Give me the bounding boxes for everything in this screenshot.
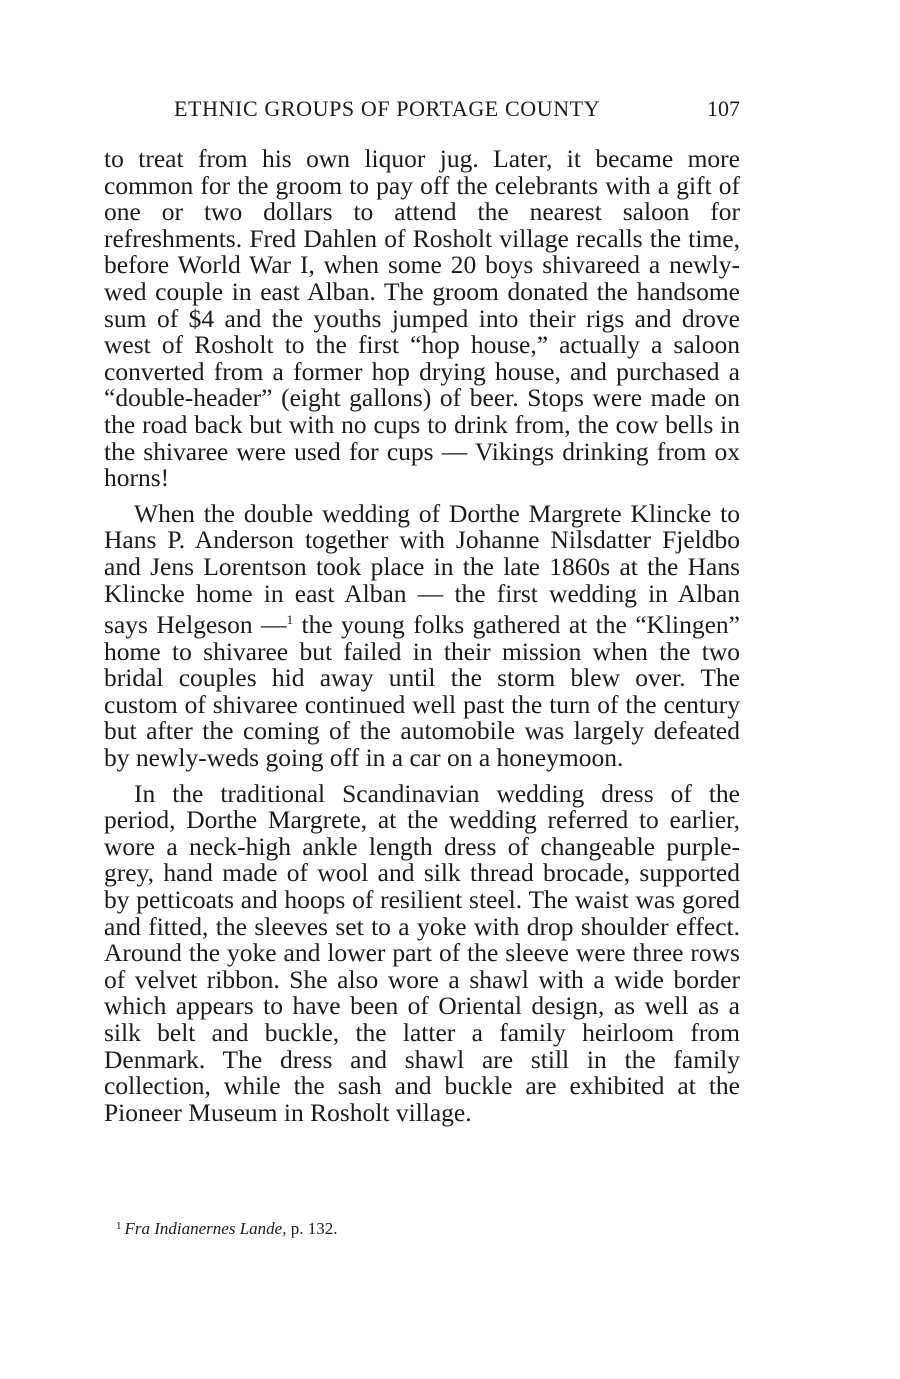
page-number: 107: [707, 96, 740, 121]
footnote: [116, 1215, 716, 1240]
paragraph-1: to treat from his own liquor jug. Later, it became more common for the groom to pay off the celebrants with a gift of one or two dollars to attend the nearest saloon for refreshments. Fred Dahlen of Rosholt village recalls the time, before World War I, when some 20 boys shivareed a newly-wed couple in east Alban. The groom donated the handsome sum of $4 and the youths jumped into their rigs and drove west of Rosholt to the first “hop house,” actually a saloon converted from a former hop drying house, and purchased a “double-header” (eight gallons) of beer. Stops were made on the road back but with no cups to drink from, the cow bells in the shivaree were used for cups — Vikings drinking from ox horns!: [104, 144, 740, 493]
footnote-reference: 1: [286, 612, 294, 628]
running-head-title: ETHNIC GROUPS OF PORTAGE COUNTY: [174, 96, 601, 121]
paragraph-3: In the traditional Scandinavian wedding dress of the period, Dorthe Margrete, at the wedding referred to earlier, wore a neck-high ankle length dress of changeable purple-grey, hand made of wool and silk thread brocade, supported by petticoats and hoops of resilient steel. The waist was gored and fitted, the sleeves set to a yoke with drop shoulder effect. Around the yoke and lower part of the sleeve were three rows of velvet ribbon. She also wore a shawl with a wide border which appears to have been of Oriental design, as well as a silk belt and buckle, the latter a family heirloom from Denmark. The dress and shawl are still in the family collection, while the sash and buckle are exhibited at the Pioneer Museum in Rosholt village.: [104, 778, 740, 1127]
paragraph-2-clause: the first wedding in Alban says Helgeson —: [104, 578, 741, 640]
paragraph-2: [104, 498, 741, 773]
paragraph-2-start: When the double wedding of Dorthe Margrete Klincke to Hans P. Anderson together with Johanne Nilsdatter Fjeldbo and Jens Lorentson took place in the late 1860s at the Hans Klincke home in east Alban —: [104, 498, 740, 608]
footnote-page: p. 132.: [286, 1219, 338, 1238]
body-text: [104, 146, 740, 1135]
footnote-work-title: Fra Indianernes Lande,: [124, 1219, 287, 1238]
paragraph-2-rest: the young folks gathered at the “Klingen” home to shivaree but failed in their mission when the two bridal couples hid away until the storm blew over. The custom of shivaree continued well past the turn of the century but after the coming of the automobile was largely defeated by newly-weds going off in a car on a honeymoon.: [104, 610, 741, 773]
running-head: [174, 96, 740, 126]
footnote-marker: 1: [116, 1220, 122, 1232]
